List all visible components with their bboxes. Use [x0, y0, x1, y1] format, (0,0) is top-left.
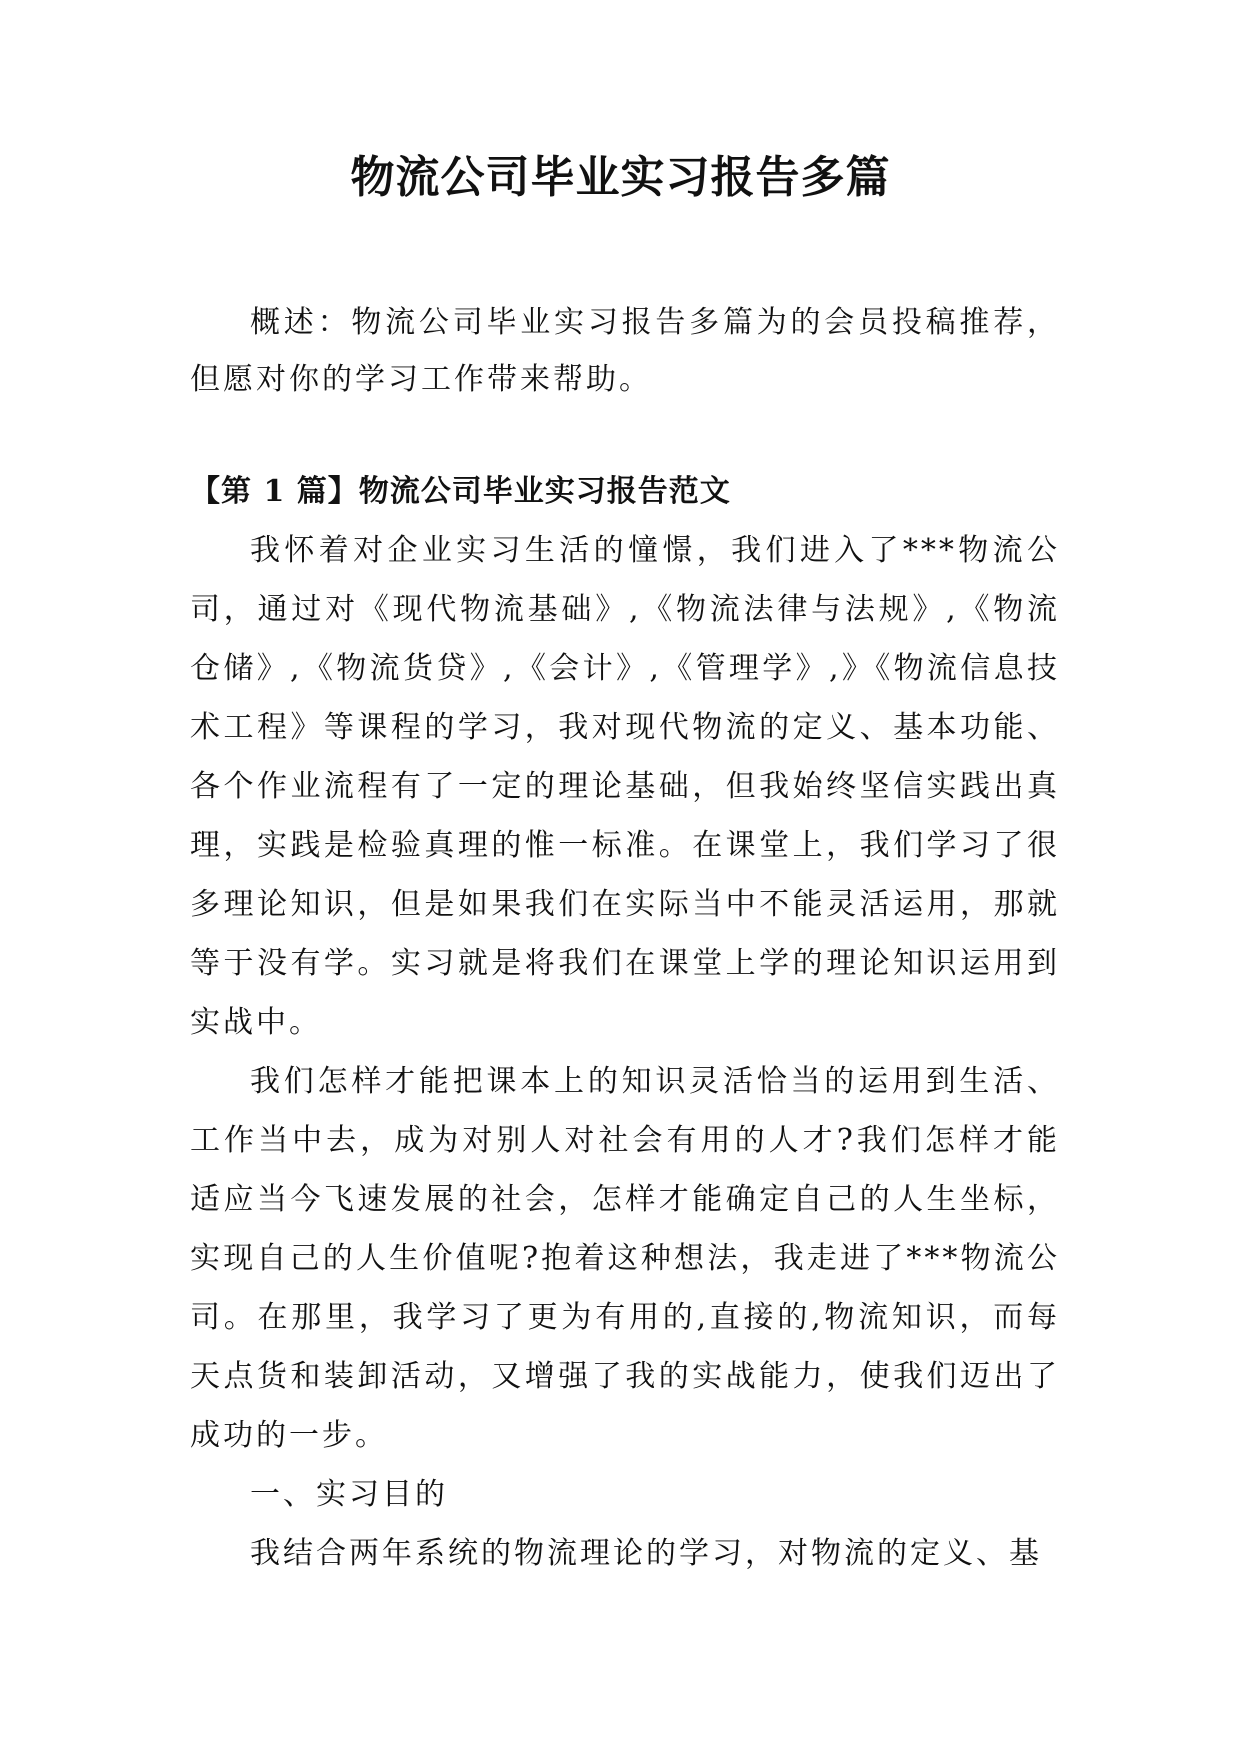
summary-paragraph: 概述：物流公司毕业实习报告多篇为的会员投稿推荐，但愿对你的学习工作带来帮助。: [190, 305, 1060, 397]
body-paragraph-1: 我怀着对企业实习生活的憧憬，我们进入了***物流公司，通过对《现代物流基础》,《物流法律与法规》,《物流仓储》,《物流货贷》,《会计》,《管理学》,》《物流信息技术工程》等课程的学习，我对现代物流的定义、基本功能、各个作业流程有了一定的理论基础，但我始终坚信实践出真理，实践是检验真理的惟一标准。在课堂上，我们学习了很多理论知识，但是如果我们在实际当中不能灵活运用，那就等于没有学。实习就是将我们在课堂上学的理论知识运用到实战中。: [190, 533, 1060, 1040]
summary-block: [190, 294, 1060, 408]
section-heading: 【第 1 篇】物流公司毕业实习报告范文: [190, 474, 731, 509]
body-paragraph-3: 我结合两年系统的物流理论的学习，对物流的定义、基: [250, 1536, 1042, 1571]
subsection-heading: 一、实习目的: [250, 1477, 448, 1512]
body-paragraph-2: 我们怎样才能把课本上的知识灵活恰当的运用到生活、工作当中去，成为对别人对社会有用的人才?我们怎样才能适应当今飞速发展的社会，怎样才能确定自己的人生坐标，实现自己的人生价值呢?抱着这种想法，我走进了***物流公司。在那里，我学习了更为有用的,直接的,物流知识，而每天点货和装卸活动，又增强了我的实战能力，使我们迈出了成功的一步。: [190, 1064, 1060, 1453]
document-body: [190, 521, 1060, 1583]
document-title: 物流公司毕业实习报告多篇: [350, 152, 891, 203]
